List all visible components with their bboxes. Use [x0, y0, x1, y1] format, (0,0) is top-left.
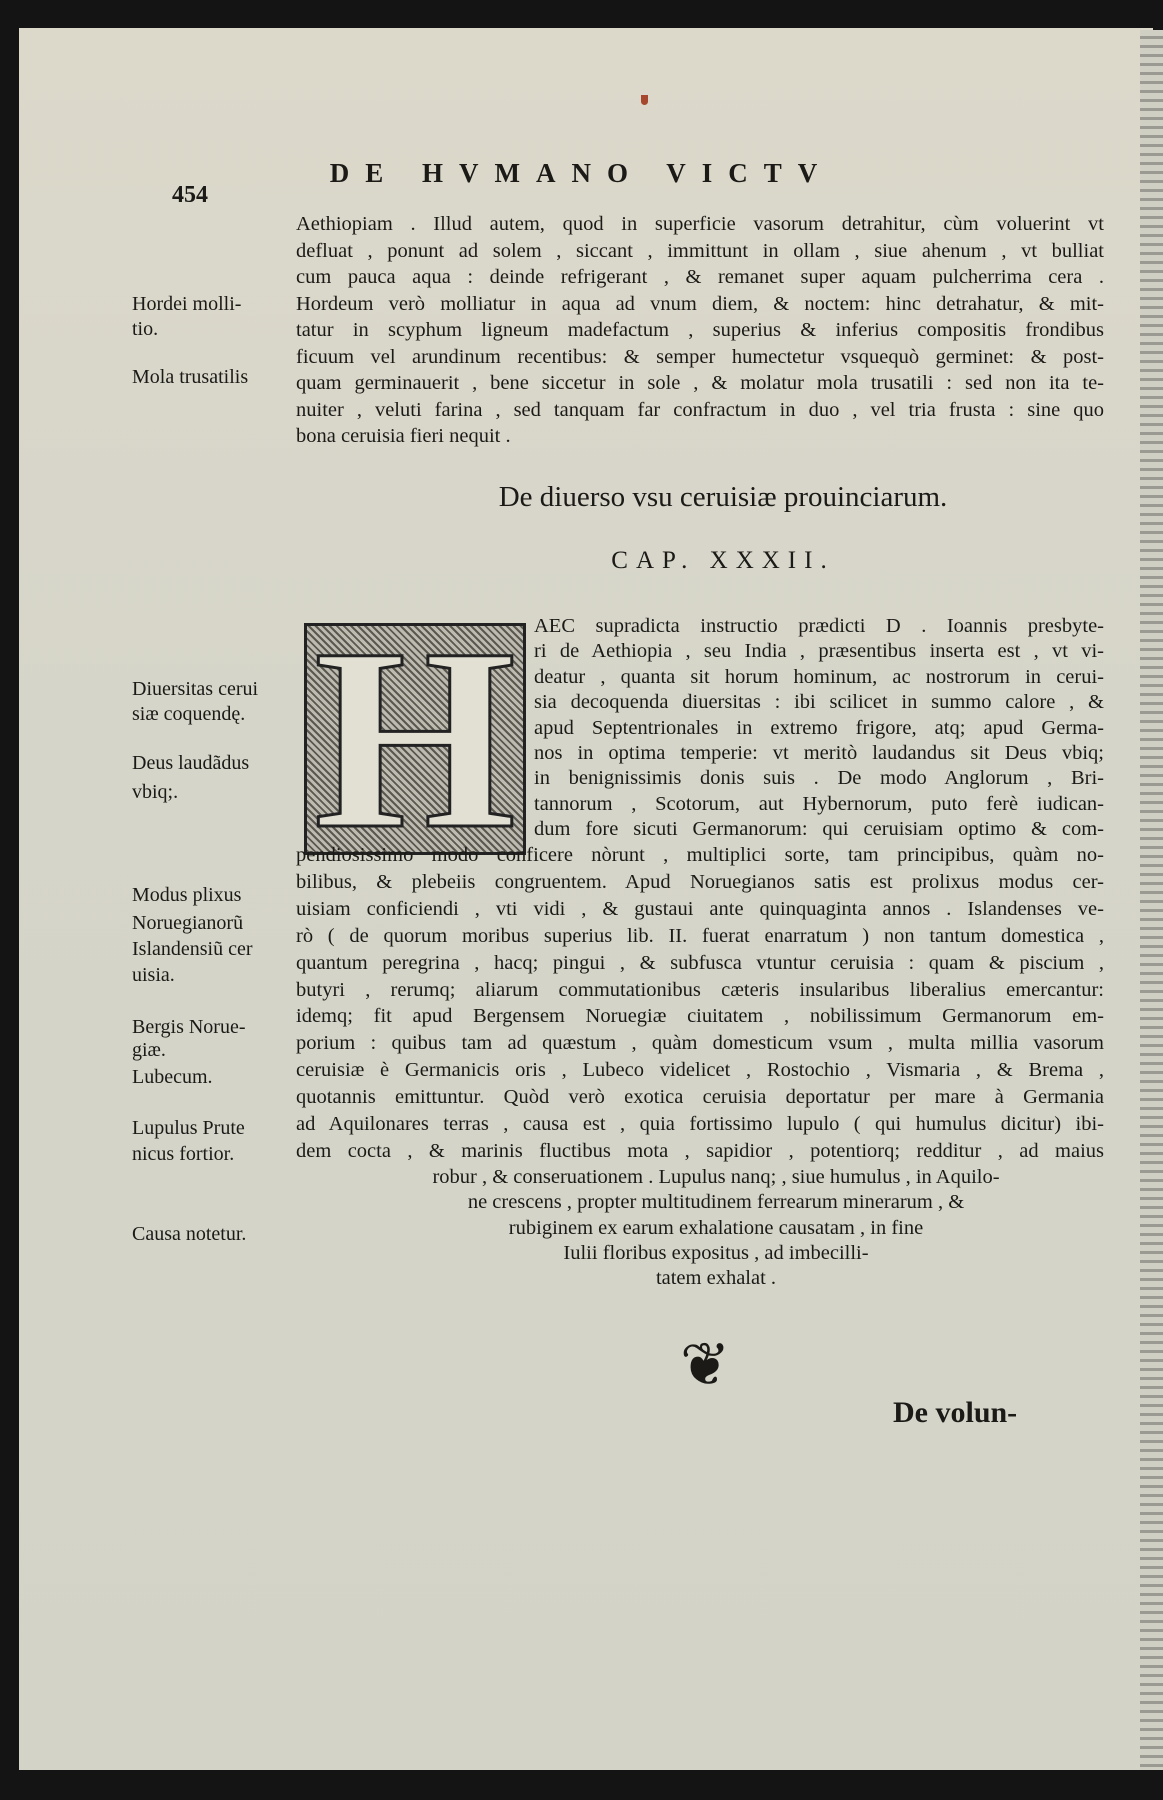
text-line: in benignissimis donis suis . De modo Anglorum , Bri- [534, 767, 1104, 790]
fleuron-ornament-icon: ❦ [680, 1332, 731, 1398]
text-line: uisiam conficiendi , vti vidi , & gustaui ante quinquaginta annos . Islandenses ve- [296, 897, 1104, 920]
margin-note: Modus plixus [132, 884, 242, 906]
text-line: defluat , ponunt ad solem , siccant , immittunt in ollam , siue ahenum , vt bulliat [296, 239, 1104, 262]
text-line: quantum peregrina , hacq; pingui , & subfusca vtuntur ceruisia : quam & piscium , [296, 951, 1104, 974]
margin-note: Noruegianorũ [132, 912, 244, 934]
margin-note: tio. [132, 318, 159, 340]
text-line: Iulii floribus expositus , ad imbecilli- [563, 1241, 869, 1264]
margin-note: uisia. [132, 964, 175, 986]
margin-note: giæ. [132, 1039, 166, 1061]
text-line: cum pauca aqua : deinde refrigerant , & remanet super aquam pulcherrima cera . [296, 266, 1104, 288]
margin-note: Lupulus Prute [132, 1117, 245, 1139]
text-line: ceruisiæ è Germanicis oris , Lubeco videlicet , Rostochio , Vismaria , & Brema , [296, 1059, 1104, 1082]
binding-gutter [1140, 30, 1163, 1770]
text-line: quotannis emittuntur. Quòd verò exotica ceruisia deportatur per mare à Germania [296, 1086, 1104, 1109]
text-line: bona ceruisia fieri nequit . [296, 425, 511, 447]
catchword: De volun- [893, 1396, 1018, 1429]
margin-note: Causa notetur. [132, 1223, 247, 1245]
text-line: AEC supradicta instructio prædicti D . Ioannis presbyte- [534, 615, 1104, 637]
text-line: sia decoquenda diuersitas : ibi scilicet in summo calore , & [534, 691, 1104, 714]
text-line: butyri , rerumq; aliarum commutationibus cæteris insularibus liberalius emercantur: [296, 978, 1104, 1001]
text-line: idemq; fit apud Bergensem Noruegiæ ciuitatem , nobilissimum Germanorum em- [296, 1005, 1104, 1028]
margin-note: Hordei molli- [132, 293, 242, 315]
text-line: Hordeum verò molliatur in aqua ad vnum diem, & noctem: hinc detrahatur, & mit- [296, 292, 1104, 315]
text-line: porium : quibus tam ad quæstum , quàm domesticum vsum , multa millia vasorum [296, 1032, 1104, 1055]
running-head: DE HVMANO VICTV [329, 158, 834, 188]
text-line: ri de Aethiopia , seu India , præsentibus inserta est , vt vi- [534, 640, 1104, 663]
text-line: Aethiopiam . Illud autem, quod in superficie vasorum detrahitur, cùm voluerint vt [296, 213, 1104, 235]
text-line: tannorum , Scotorum, aut Hybernorum, puto ferè iudican- [534, 792, 1104, 815]
margin-note: Mola trusatilis [132, 366, 249, 388]
margin-note: vbiq;. [132, 781, 179, 803]
margin-note: Deus laudãdus [132, 752, 250, 774]
text-line: tatur in scyphum ligneum madefactum , superius & inferius compositis frondibus [296, 319, 1104, 341]
text-line: rò ( de quorum moribus superius lib. II. fuerat enarratum ) non tantum domestica , [296, 924, 1104, 947]
margin-note: Diuersitas cerui [132, 678, 259, 700]
ink-mark [641, 95, 648, 105]
initial-letter: H [313, 595, 517, 883]
chapter-title: De diuerso vsu ceruisiæ prouinciarum. [498, 481, 948, 513]
page-number: 454 [172, 182, 208, 208]
text-line: deatur , quanta sit horum hominum, ac nostrorum in cerui- [534, 665, 1104, 688]
woodcut-initial [304, 595, 526, 883]
margin-note: Bergis Norue- [132, 1016, 246, 1038]
text-line: ad Aquilonares terras , causa est , quia fortissimo lupulo ( qui humulus dicitur) ibi- [296, 1113, 1104, 1135]
text-line: apud Septentrionales in extremo frigore, atq; apud Germa- [534, 716, 1104, 739]
margin-note: Lubecum. [132, 1066, 213, 1088]
text-line: tatem exhalat . [655, 1267, 777, 1290]
text-line: quam germinauerit , bene siccetur in sole , & molatur mola trusatili : sed non ita te- [296, 372, 1104, 394]
margin-note: Islandensiũ cer [132, 938, 253, 960]
text-line: robur , & conseruationem . Lupulus nanq; , siue humulus , in Aquilo- [432, 1166, 1000, 1188]
text-line: ne crescens , propter multitudinem ferrearum minerarum , & [467, 1191, 965, 1214]
text-line: dem cocta , & marinis fluctibus mota , sapidior , potentiorq; redditur , ad maius [296, 1139, 1104, 1162]
text-line: bilibus, & plebeiis congruentem. Apud Noruegianos satis est prolixus modus cer- [296, 870, 1104, 893]
margin-note: siæ coquendę. [132, 703, 246, 725]
text-line: dum fore sicuti Germanorum: qui ceruisiam optimo & com- [534, 818, 1104, 841]
text-line: nuiter , veluti farina , sed tanquam far confractum in duo , vel tria frusta : sine quo [296, 398, 1104, 421]
margin-note: nicus fortior. [132, 1143, 235, 1165]
text-line: ficuum vel arundinum recentibus: & semper humectetur vsquequò germinet: & post- [296, 345, 1104, 368]
text-line: rubiginem ex earum exhalatione causatam , in fine [508, 1216, 924, 1239]
text-line: nos in optima temperie: vt meritò laudandus sit Deus vbiq; [534, 742, 1104, 764]
chapter-number: CAP. XXXII. [611, 547, 835, 574]
text-line: pendiosissimo modo conficere nòrunt , multiplici sorte, tam principibus, quàm no- [296, 844, 1104, 866]
